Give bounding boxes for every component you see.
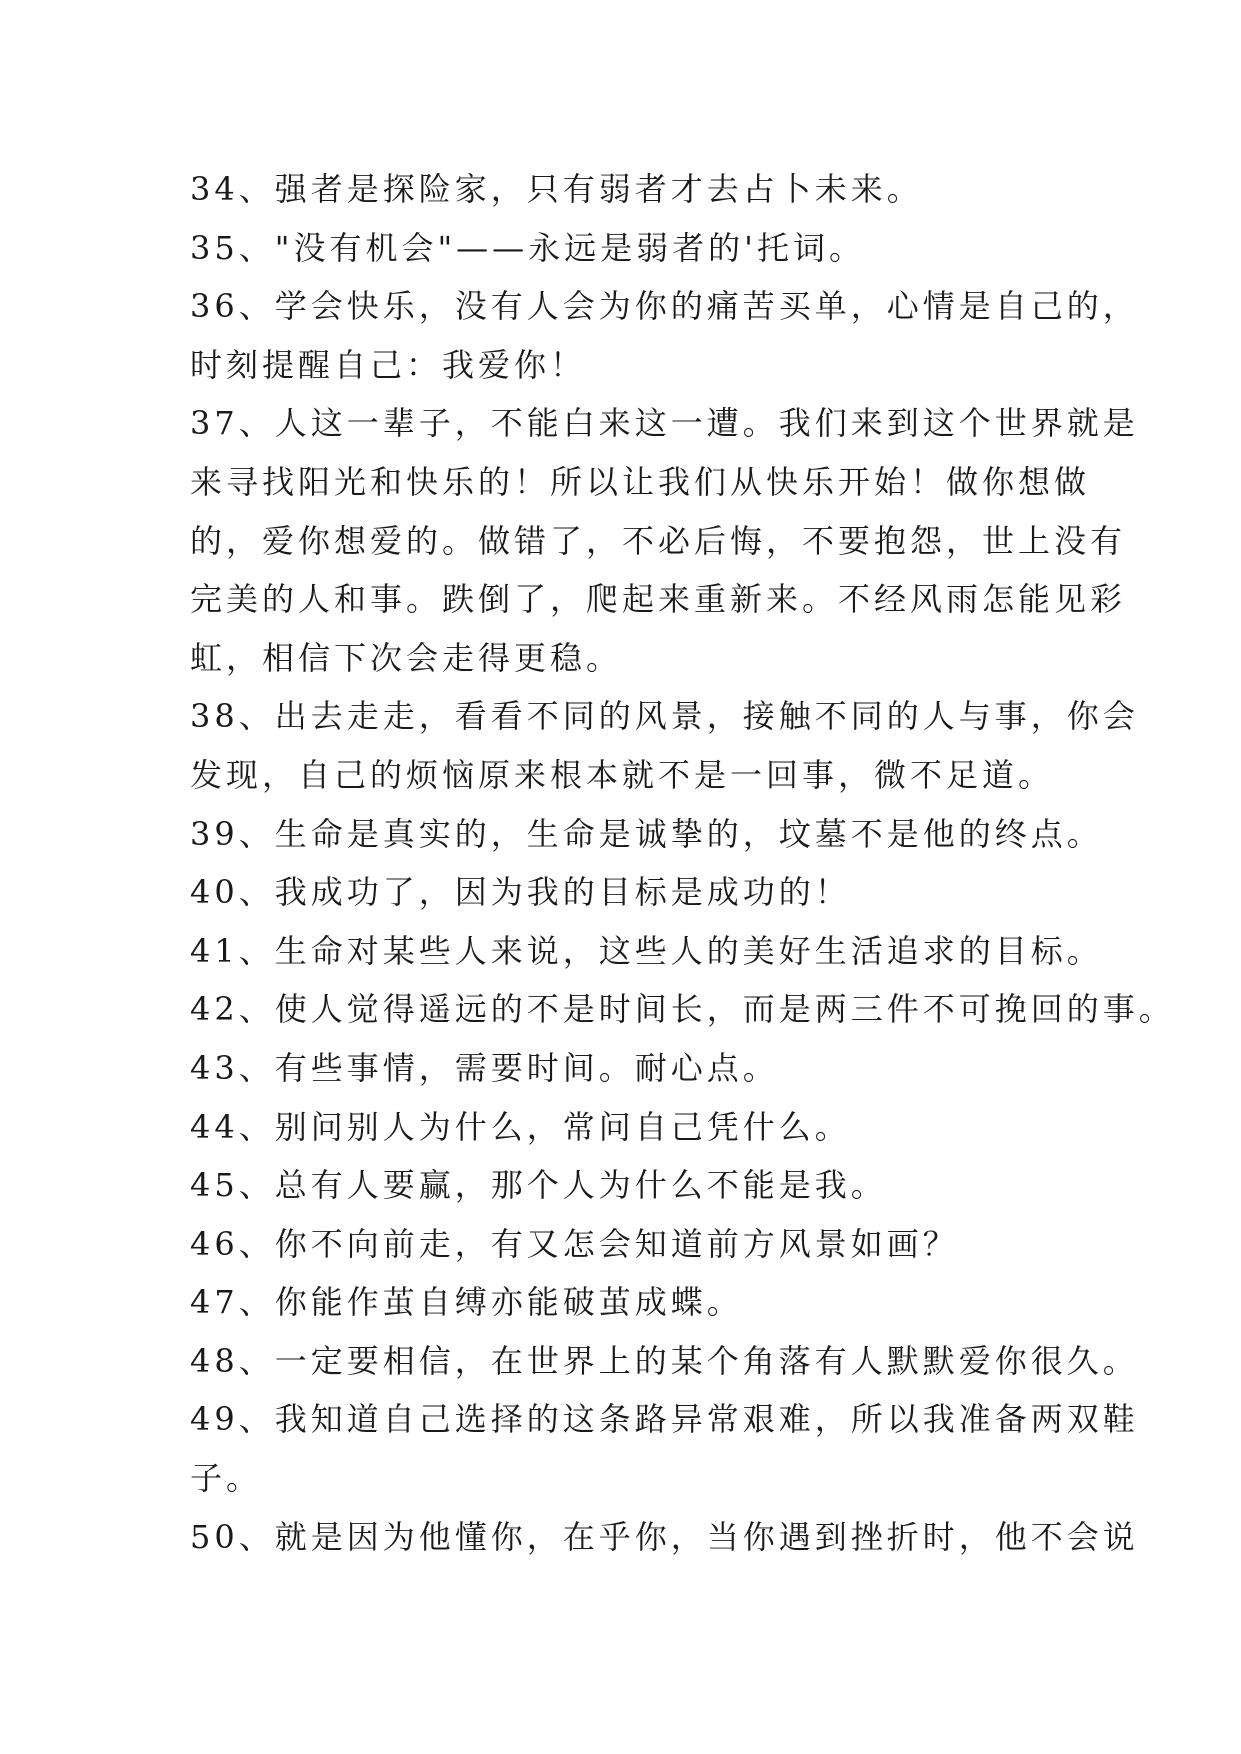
text-line: 的，爱你想爱的。做错了，不必后悔，不要抱怨，世上没有 (190, 521, 1127, 560)
text-line: 48、一定要相信，在世界上的某个角落有人默默爱你很久。 (190, 1341, 1139, 1380)
text-line: 42、使人觉得遥远的不是时间长，而是两三件不可挽回的事。 (190, 990, 1175, 1029)
text-line: 时刻提醒自己：我爱你！ (190, 345, 587, 384)
text-line: 子。 (190, 1459, 263, 1498)
text-line: 37、人这一辈子，不能白来这一遭。我们来到这个世界就是 (190, 404, 1139, 443)
text-line: 47、你能作茧自缚亦能破茧成蝶。 (190, 1283, 743, 1322)
text-line: 34、强者是探险家，只有弱者才去占卜未来。 (190, 170, 923, 208)
text-line: 完美的人和事。跌倒了，爬起来重新来。不经风雨怎能见彩 (190, 580, 1127, 619)
text-line: 虹，相信下次会走得更稳。 (190, 638, 623, 677)
text-line: 45、总有人要赢，那个人为什么不能是我。 (190, 1166, 887, 1205)
text-line: 50、就是因为他懂你，在乎你，当你遇到挫折时，他不会说 (190, 1517, 1139, 1556)
text-line: 46、你不向前走，有又怎会知道前方风景如画？ (190, 1224, 959, 1263)
text-line: 40、我成功了，因为我的目标是成功的！ (190, 873, 851, 912)
text-line: 43、有些事情，需要时间。耐心点。 (190, 1048, 779, 1087)
text-line: 来寻找阳光和快乐的！所以让我们从快乐开始！做你想做 (190, 462, 1091, 501)
text-line: 39、生命是真实的，生命是诚挚的，坟墓不是他的终点。 (190, 814, 1103, 853)
text-line: 发现，自己的烦恼原来根本就不是一回事，微不足道。 (190, 755, 1055, 794)
text-line: 49、我知道自己选择的这条路异常艰难，所以我准备两双鞋 (190, 1400, 1139, 1439)
body-text (190, 160, 1175, 1566)
text-line: 38、出去走走，看看不同的风景，接触不同的人与事，你会 (190, 697, 1139, 736)
text-line: 36、学会快乐，没有人会为你的痛苦买单，心情是自己的， (190, 287, 1139, 326)
text-line: 41、生命对某些人来说，这些人的美好生活追求的目标。 (190, 931, 1103, 970)
text-line: 35、"没有机会"——永远是弱者的'托词。 (190, 228, 865, 267)
text-line: 44、别问别人为什么，常问自己凭什么。 (190, 1107, 851, 1146)
